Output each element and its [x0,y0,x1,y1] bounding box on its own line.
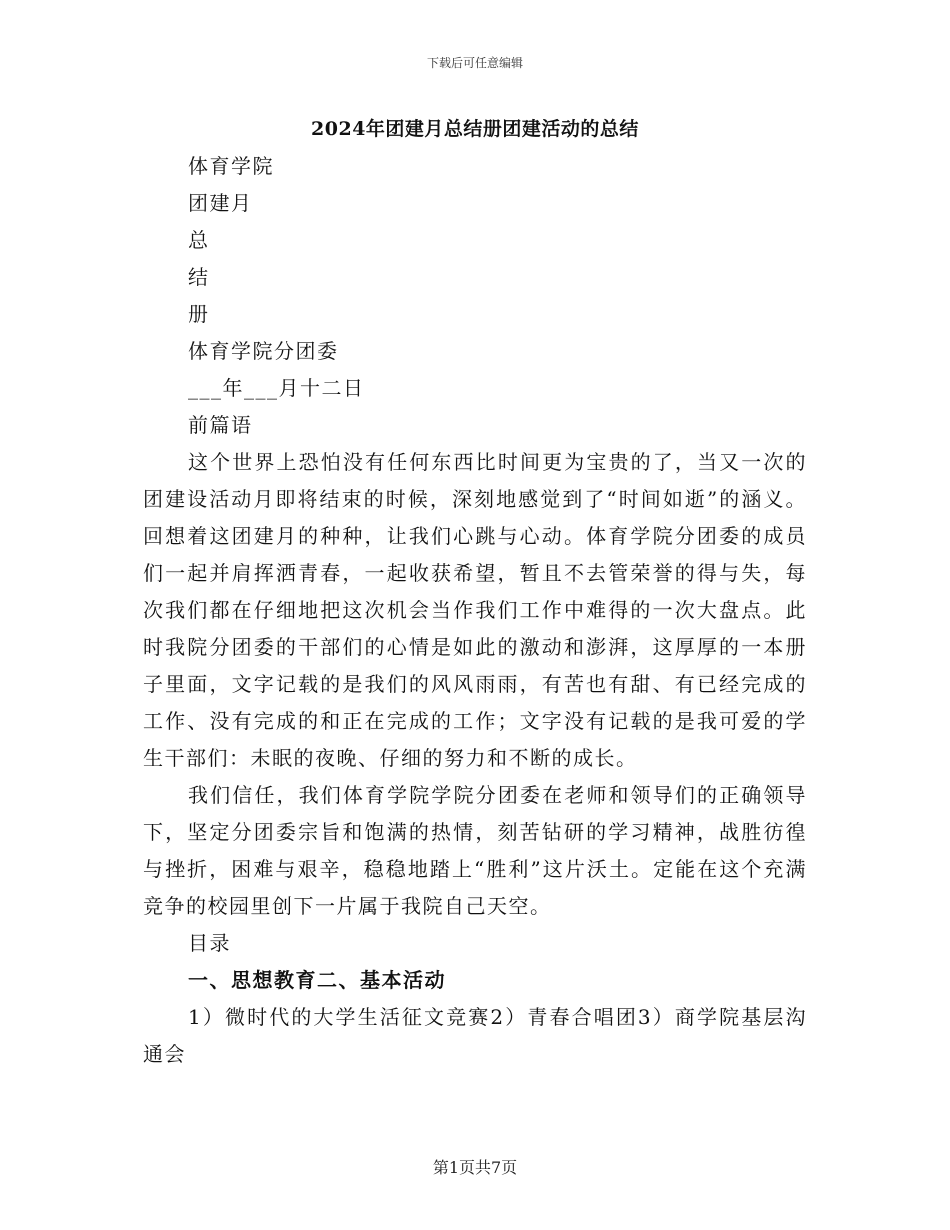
document-title: 2024年团建月总结册团建活动的总结 [311,118,639,140]
cover-line-school: 体育学院 [188,154,274,178]
cover-line-date: ___年___月十二日 [188,376,365,400]
toc-heading: 一、思想教育二、基本活动 [188,968,446,992]
cover-line-month: 团建月 [188,191,253,215]
document-body [143,148,807,1073]
header-note: 下载后可任意编辑 [426,56,523,70]
preface-paragraph-1: 这个世界上恐怕没有任何东西比时间更为宝贵的了，当又一次的团建设活动月即将结束的时候，深刻地感觉到了“时间如逝”的涵义。回想着这团建月的种种，让我们心跳与心动。体育学院分团委的成员们一起并肩挥洒青春，一起收获希望，暂且不去管荣誉的得与失，每次我们都在仔细地把这次机会当作我们工作中难得的一次大盘点。此时我院分团委的干部们的心情是如此的激动和澎湃，这厚厚的一本册子里面，文字记载的是我们的风风雨雨，有苦也有甜、有已经完成的工作、没有完成的和正在完成的工作；文字没有记载的是我可爱的学生干部们：未眠的夜晚、仔细的努力和不断的成长。 [143,450,807,770]
page-number-footer: 第1页共7页 [432,1158,518,1177]
toc-items: 1）微时代的大学生活征文竞赛2）青春合唱团3）商学院基层沟通会 [143,1005,807,1066]
cover-line-ce: 册 [188,302,210,326]
cover-line-zong: 总 [188,228,210,252]
cover-line-committee: 体育学院分团委 [188,339,339,363]
preface-paragraph-2: 我们信任，我们体育学院学院分团委在老师和领导们的正确领导下，坚定分团委宗旨和饱满的热情，刻苦钻研的学习精神，战胜彷徨与挫折，困难与艰辛，稳稳地踏上“胜利”这片沃土。定能在这个充满竞争的校园里创下一片属于我院自己天空。 [143,783,807,918]
toc-label: 目录 [188,931,231,955]
preface-label: 前篇语 [188,413,253,437]
cover-line-jie: 结 [188,265,210,289]
